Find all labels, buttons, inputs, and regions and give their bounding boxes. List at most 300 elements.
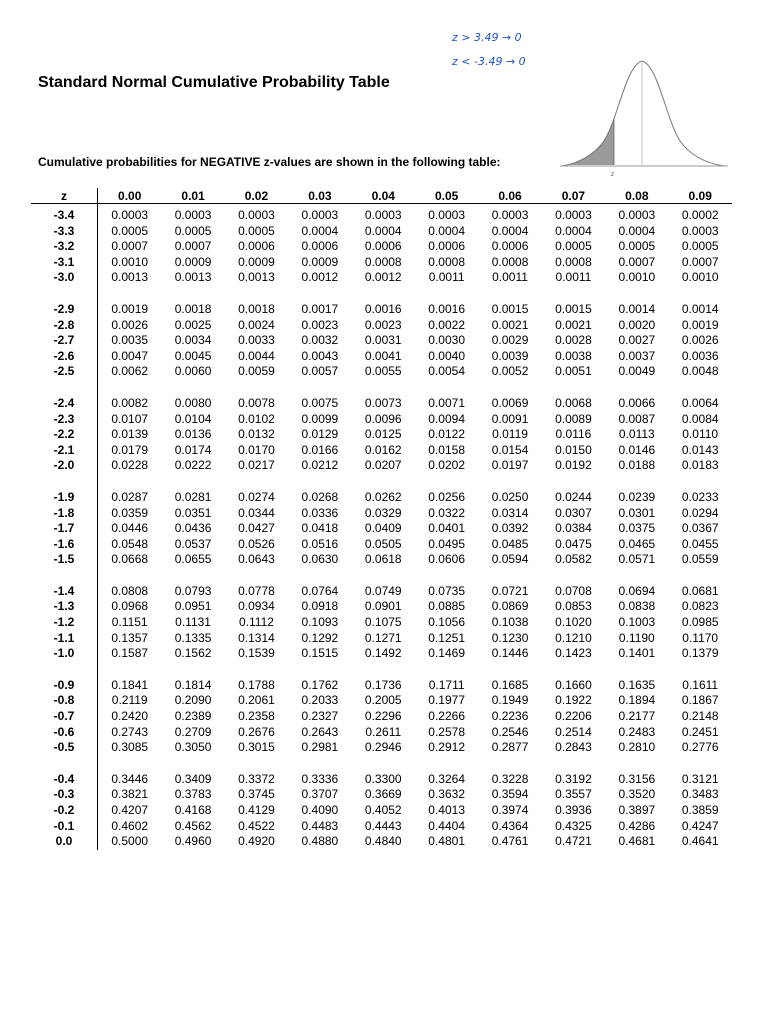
probability-cell: 0.4602	[111, 818, 149, 833]
probability-cell: 0.4286	[618, 818, 656, 833]
table-row	[31, 552, 732, 568]
probability-cell: 0.0110	[682, 427, 719, 442]
z-value-cell: -2.9	[31, 302, 98, 318]
probability-cell: 0.3409	[174, 771, 212, 786]
probability-cell: 0.3936	[555, 803, 592, 817]
probability-cell: 0.0455	[681, 536, 719, 551]
probability-cell: 0.3300	[364, 771, 402, 786]
probability-cell: 0.0023	[364, 317, 402, 332]
probability-cell: 0.0322	[428, 505, 465, 520]
probability-cell: 0.0681	[681, 583, 719, 598]
probability-cell: 0.0146	[618, 442, 656, 457]
column-header: 0.04	[352, 188, 415, 204]
probability-cell: 0.0139	[111, 427, 149, 442]
table-row	[31, 819, 732, 835]
probability-cell: 0.0027	[618, 333, 656, 348]
z-value-cell: -1.2	[31, 615, 98, 631]
probability-cell: 0.4013	[428, 803, 465, 817]
z-value-cell: -1.0	[31, 646, 98, 662]
z-value-cell: -2.2	[31, 427, 98, 443]
probability-cell: 0.0037	[618, 348, 656, 363]
probability-cell: 0.1401	[618, 646, 656, 661]
probability-cell: 0.0004	[491, 223, 529, 238]
probability-cell: 0.0004	[428, 223, 465, 238]
probability-cell: 0.0006	[491, 239, 529, 254]
probability-cell: 0.0594	[491, 552, 529, 567]
z-table	[31, 188, 732, 850]
column-header: 0.03	[288, 188, 351, 204]
z-value-cell: -1.5	[31, 552, 98, 568]
table-row	[31, 725, 732, 741]
probability-cell: 0.0005	[681, 239, 719, 254]
probability-cell: 0.0307	[555, 505, 592, 520]
probability-cell: 0.0091	[491, 411, 529, 426]
probability-cell: 0.3520	[618, 787, 656, 802]
probability-cell: 0.2206	[555, 709, 592, 724]
probability-cell: 0.0009	[301, 254, 339, 269]
probability-cell: 0.1446	[491, 646, 529, 661]
column-header: 0.00	[98, 188, 162, 204]
probability-cell: 0.1056	[428, 615, 465, 630]
probability-cell: 0.0019	[111, 301, 149, 316]
probability-cell: 0.3974	[491, 803, 529, 817]
probability-cell: 0.0559	[681, 552, 719, 567]
probability-cell: 0.4641	[681, 834, 719, 849]
probability-cell: 0.2676	[238, 724, 275, 739]
column-header: 0.05	[415, 188, 478, 204]
probability-cell: 0.2514	[555, 724, 592, 739]
probability-cell: 0.0005	[555, 239, 592, 254]
probability-cell: 0.0039	[491, 348, 529, 363]
probability-cell: 0.0985	[681, 615, 719, 630]
probability-cell: 0.2912	[428, 740, 465, 755]
probability-cell: 0.0011	[492, 270, 528, 285]
probability-cell: 0.0099	[301, 411, 339, 426]
probability-cell: 0.0015	[491, 301, 529, 316]
probability-cell: 0.1841	[111, 677, 149, 692]
column-header: 0.06	[478, 188, 541, 204]
probability-cell: 0.2451	[681, 724, 719, 739]
probability-cell: 0.3745	[238, 787, 275, 802]
probability-cell: 0.1093	[301, 615, 339, 630]
probability-cell: 0.3557	[555, 787, 592, 802]
probability-cell: 0.0003	[555, 208, 592, 222]
table-row	[31, 772, 732, 788]
probability-cell: 0.0268	[301, 489, 339, 504]
probability-cell: 0.4404	[428, 818, 465, 833]
probability-cell: 0.2546	[491, 724, 529, 739]
probability-cell: 0.3859	[681, 803, 719, 817]
probability-cell: 0.0031	[364, 333, 402, 348]
probability-cell: 0.0036	[681, 348, 719, 363]
probability-cell: 0.0064	[681, 395, 719, 410]
probability-cell: 0.0080	[174, 395, 212, 410]
probability-cell: 0.0008	[428, 254, 465, 269]
z-value-cell: -0.8	[31, 693, 98, 709]
probability-cell: 0.0011	[555, 270, 592, 285]
z-value-cell: -3.4	[31, 208, 98, 224]
column-header: 0.01	[161, 188, 224, 204]
probability-cell: 0.0010	[111, 254, 149, 269]
probability-cell: 0.0694	[618, 583, 656, 598]
probability-cell: 0.2611	[365, 724, 402, 739]
probability-cell: 0.3707	[301, 787, 339, 802]
probability-cell: 0.1020	[555, 615, 592, 630]
probability-cell: 0.2389	[174, 709, 212, 724]
probability-cell: 0.0052	[491, 364, 529, 379]
probability-cell: 0.4483	[301, 818, 339, 833]
probability-cell: 0.0003	[681, 223, 719, 238]
probability-cell: 0.0132	[238, 427, 275, 442]
probability-cell: 0.0002	[681, 208, 719, 222]
probability-cell: 0.2090	[174, 693, 212, 708]
probability-cell: 0.0004	[364, 223, 402, 238]
probability-cell: 0.4325	[555, 818, 592, 833]
probability-cell: 0.0838	[618, 599, 656, 614]
probability-cell: 0.1075	[364, 615, 402, 630]
table-row	[31, 537, 732, 553]
probability-cell: 0.1762	[301, 677, 339, 692]
table-row	[31, 349, 732, 365]
probability-cell: 0.0901	[364, 599, 402, 614]
probability-cell: 0.1190	[618, 630, 655, 645]
probability-cell: 0.0082	[111, 395, 149, 410]
probability-cell: 0.0119	[492, 427, 528, 442]
z-value-cell: -0.1	[31, 819, 98, 835]
probability-cell: 0.4840	[364, 834, 402, 849]
probability-cell: 0.0162	[364, 442, 402, 457]
probability-cell: 0.1867	[681, 693, 719, 708]
probability-cell: 0.0084	[681, 411, 719, 426]
probability-cell: 0.0068	[555, 395, 592, 410]
probability-cell: 0.2177	[618, 709, 656, 724]
probability-cell: 0.0179	[111, 442, 149, 457]
column-header: 0.02	[225, 188, 288, 204]
probability-cell: 0.0427	[238, 521, 275, 536]
table-row	[31, 255, 732, 271]
probability-cell: 0.0003	[111, 208, 149, 222]
probability-cell: 0.0009	[238, 254, 275, 269]
probability-cell: 0.0010	[681, 270, 719, 285]
group-spacer	[31, 474, 732, 490]
table-row	[31, 521, 732, 537]
probability-cell: 0.0021	[555, 317, 592, 332]
probability-cell: 0.0537	[174, 536, 212, 551]
probability-cell: 0.0013	[111, 270, 149, 285]
handwritten-note-upper: z > 3.49 → 0	[452, 31, 522, 44]
table-row	[31, 270, 732, 286]
probability-cell: 0.3264	[428, 771, 465, 786]
probability-cell: 0.0003	[618, 208, 656, 222]
probability-cell: 0.0548	[111, 536, 149, 551]
probability-cell: 0.0233	[681, 489, 719, 504]
z-value-cell: -2.7	[31, 333, 98, 349]
probability-cell: 0.0051	[555, 364, 592, 379]
z-value-cell: -0.2	[31, 803, 98, 819]
probability-cell: 0.2709	[174, 724, 212, 739]
probability-cell: 0.0060	[174, 364, 212, 379]
probability-cell: 0.0212	[301, 458, 339, 473]
probability-cell: 0.0764	[301, 583, 339, 598]
probability-cell: 0.0012	[364, 270, 402, 285]
probability-cell: 0.0207	[364, 458, 402, 473]
z-value-cell: -1.6	[31, 537, 98, 553]
probability-cell: 0.0375	[618, 521, 656, 536]
group-spacer	[31, 568, 732, 584]
probability-cell: 0.0066	[618, 395, 656, 410]
probability-cell: 0.0708	[555, 583, 592, 598]
probability-cell: 0.1788	[238, 677, 275, 692]
probability-cell: 0.1038	[491, 615, 529, 630]
probability-cell: 0.1635	[618, 677, 656, 692]
probability-cell: 0.1660	[555, 677, 592, 692]
probability-cell: 0.3446	[111, 771, 149, 786]
group-spacer	[31, 380, 732, 396]
table-row	[31, 458, 732, 474]
probability-cell: 0.0006	[428, 239, 465, 254]
probability-cell: 0.0170	[238, 442, 275, 457]
probability-cell: 0.2266	[428, 709, 465, 724]
probability-cell: 0.1112	[239, 615, 274, 630]
probability-cell: 0.1949	[491, 693, 529, 708]
probability-cell: 0.4960	[174, 834, 212, 849]
probability-cell: 0.0107	[111, 411, 149, 426]
z-table-body	[31, 204, 732, 850]
probability-cell: 0.0116	[555, 427, 592, 442]
probability-cell: 0.0010	[618, 270, 656, 285]
z-value-cell: -0.9	[31, 678, 98, 694]
probability-cell: 0.3015	[238, 740, 275, 755]
probability-cell: 0.4443	[364, 818, 402, 833]
probability-cell: 0.1210	[555, 630, 592, 645]
z-value-cell: -2.1	[31, 443, 98, 459]
probability-cell: 0.1587	[111, 646, 149, 661]
probability-cell: 0.0041	[364, 348, 402, 363]
probability-cell: 0.0071	[428, 395, 465, 410]
table-row	[31, 803, 732, 819]
z-value-cell: -0.7	[31, 709, 98, 725]
probability-cell: 0.3121	[681, 771, 719, 786]
probability-cell: 0.0281	[174, 489, 212, 504]
probability-cell: 0.0059	[238, 364, 275, 379]
table-row	[31, 678, 732, 694]
z-value-cell: -0.5	[31, 740, 98, 756]
probability-cell: 0.0465	[618, 536, 656, 551]
probability-cell: 0.4920	[238, 834, 275, 849]
probability-cell: 0.1423	[555, 646, 592, 661]
probability-cell: 0.0516	[301, 536, 339, 551]
z-value-cell: -2.3	[31, 412, 98, 428]
probability-cell: 0.2327	[301, 709, 339, 724]
probability-cell: 0.1492	[364, 646, 402, 661]
group-spacer	[31, 756, 732, 772]
probability-cell: 0.0096	[364, 411, 402, 426]
probability-cell: 0.0033	[238, 333, 275, 348]
probability-cell: 0.0808	[111, 583, 149, 598]
probability-cell: 0.0026	[111, 317, 149, 332]
probability-cell: 0.2776	[681, 740, 719, 755]
probability-cell: 0.0062	[111, 364, 149, 379]
probability-cell: 0.0869	[491, 599, 529, 614]
z-value-cell: -2.0	[31, 458, 98, 474]
probability-cell: 0.0003	[364, 208, 402, 222]
probability-cell: 0.0262	[364, 489, 402, 504]
table-row	[31, 318, 732, 334]
probability-cell: 0.3336	[301, 771, 339, 786]
probability-cell: 0.0078	[238, 395, 275, 410]
probability-cell: 0.0351	[174, 505, 212, 520]
probability-cell: 0.0668	[111, 552, 149, 567]
probability-cell: 0.0021	[491, 317, 529, 332]
probability-cell: 0.0044	[238, 348, 275, 363]
probability-cell: 0.0505	[364, 536, 402, 551]
probability-cell: 0.0016	[428, 301, 465, 316]
probability-cell: 0.0094	[428, 411, 465, 426]
probability-cell: 0.3821	[111, 787, 149, 802]
probability-cell: 0.0475	[555, 536, 592, 551]
probability-cell: 0.0003	[174, 208, 212, 222]
probability-cell: 0.0150	[555, 442, 592, 457]
table-row	[31, 412, 732, 428]
table-row	[31, 364, 732, 380]
probability-cell: 0.0045	[174, 348, 212, 363]
probability-cell: 0.0244	[555, 489, 592, 504]
table-row	[31, 615, 732, 631]
probability-cell: 0.0166	[301, 442, 339, 457]
probability-cell: 0.0446	[111, 521, 149, 536]
probability-cell: 0.2148	[681, 709, 719, 724]
z-value-cell: 0.0	[31, 834, 98, 850]
probability-cell: 0.1357	[111, 630, 149, 645]
probability-cell: 0.0143	[681, 442, 719, 457]
table-row	[31, 631, 732, 647]
probability-cell: 0.0019	[681, 317, 719, 332]
probability-cell: 0.0005	[111, 223, 149, 238]
probability-cell: 0.2420	[111, 709, 149, 724]
probability-cell: 0.1814	[174, 677, 212, 692]
probability-cell: 0.1271	[364, 630, 402, 645]
probability-cell: 0.1894	[618, 693, 656, 708]
probability-cell: 0.0040	[428, 348, 465, 363]
probability-cell: 0.1131	[175, 615, 211, 630]
probability-cell: 0.3783	[174, 787, 212, 802]
z-value-cell: -1.8	[31, 506, 98, 522]
z-value-cell: -1.9	[31, 490, 98, 506]
z-value-cell: -1.1	[31, 631, 98, 647]
probability-cell: 0.0336	[301, 505, 339, 520]
column-header: 0.07	[542, 188, 605, 204]
probability-cell: 0.2981	[301, 740, 339, 755]
probability-cell: 0.0003	[301, 208, 339, 222]
probability-cell: 0.3372	[238, 771, 275, 786]
probability-cell: 0.0003	[491, 208, 529, 222]
z-value-cell: -3.3	[31, 224, 98, 240]
probability-cell: 0.3192	[555, 771, 592, 786]
probability-cell: 0.0485	[491, 536, 529, 551]
probability-cell: 0.1151	[111, 615, 148, 630]
probability-cell: 0.0015	[555, 301, 592, 316]
probability-cell: 0.0409	[364, 521, 402, 536]
z-value-cell: -3.1	[31, 255, 98, 271]
probability-cell: 0.0122	[428, 427, 465, 442]
table-caption: Cumulative probabilities for NEGATIVE z-values are shown in the following table:	[38, 155, 501, 169]
probability-cell: 0.0630	[301, 552, 339, 567]
table-row	[31, 506, 732, 522]
probability-cell: 0.1230	[491, 630, 529, 645]
probability-cell: 0.0256	[428, 489, 465, 504]
probability-cell: 0.0047	[111, 348, 149, 363]
probability-cell: 0.0023	[301, 317, 339, 332]
probability-cell: 0.4090	[301, 803, 339, 817]
probability-cell: 0.0007	[681, 254, 719, 269]
z-value-cell: -2.4	[31, 396, 98, 412]
probability-cell: 0.2358	[238, 709, 275, 724]
probability-cell: 0.0008	[364, 254, 402, 269]
probability-cell: 0.0004	[555, 223, 592, 238]
z-value-cell: -0.3	[31, 787, 98, 803]
probability-cell: 0.1251	[428, 630, 465, 645]
probability-cell: 0.0202	[428, 458, 465, 473]
z-value-cell: -1.3	[31, 599, 98, 615]
table-row	[31, 740, 732, 756]
probability-cell: 0.0087	[618, 411, 656, 426]
probability-cell: 0.0188	[618, 458, 656, 473]
column-header: 0.09	[669, 188, 732, 204]
probability-cell: 0.4880	[301, 834, 339, 849]
probability-cell: 0.1562	[174, 646, 212, 661]
probability-cell: 0.0192	[555, 458, 592, 473]
table-row	[31, 333, 732, 349]
probability-cell: 0.0735	[428, 583, 465, 598]
probability-cell: 0.4681	[618, 834, 656, 849]
probability-cell: 0.3050	[174, 740, 212, 755]
probability-cell: 0.0012	[301, 270, 339, 285]
probability-cell: 0.2946	[364, 740, 402, 755]
probability-cell: 0.0007	[618, 254, 656, 269]
probability-cell: 0.0154	[491, 442, 529, 457]
probability-cell: 0.0418	[301, 521, 339, 536]
normal-curve-figure	[560, 55, 730, 180]
probability-cell: 0.0951	[174, 599, 212, 614]
probability-cell: 0.2061	[238, 693, 275, 708]
probability-cell: 0.0228	[111, 458, 149, 473]
probability-cell: 0.0367	[681, 521, 719, 536]
probability-cell: 0.0006	[238, 239, 275, 254]
probability-cell: 0.0075	[301, 395, 339, 410]
table-row	[31, 239, 732, 255]
table-row	[31, 693, 732, 709]
probability-cell: 0.0008	[555, 254, 592, 269]
probability-cell: 0.4364	[491, 818, 529, 833]
z-value-cell: -1.4	[31, 584, 98, 600]
probability-cell: 0.0183	[681, 458, 719, 473]
page-title: Standard Normal Cumulative Probability Table	[38, 74, 390, 91]
probability-cell: 0.0018	[174, 301, 212, 316]
probability-cell: 0.0018	[238, 301, 275, 316]
probability-cell: 0.1515	[301, 646, 339, 661]
probability-cell: 0.1611	[682, 677, 719, 692]
probability-cell: 0.0934	[238, 599, 275, 614]
probability-cell: 0.0003	[428, 208, 465, 222]
probability-cell: 0.4168	[174, 803, 212, 817]
probability-cell: 0.1292	[301, 630, 339, 645]
group-spacer	[31, 662, 732, 678]
probability-cell: 0.0526	[238, 536, 275, 551]
probability-cell: 0.0006	[364, 239, 402, 254]
table-row	[31, 396, 732, 412]
shaded-left-tail	[566, 119, 614, 165]
probability-cell: 0.0005	[238, 223, 275, 238]
